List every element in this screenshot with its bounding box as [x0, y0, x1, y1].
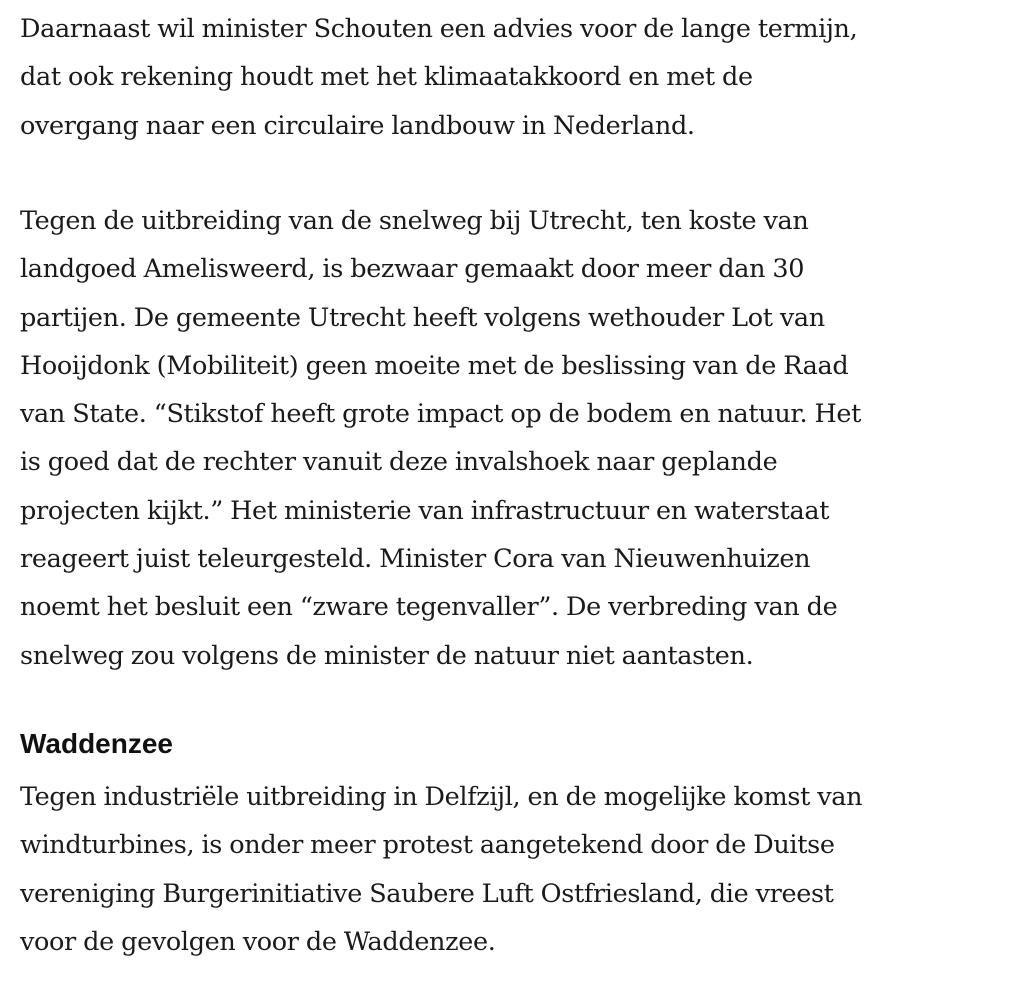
text-line: vereniging Burgerinitiative Saubere Luft Ostfriesland, die vreest [20, 878, 834, 909]
text-line: Daarnaast wil minister Schouten een advies voor de lange termijn, [20, 14, 858, 44]
paragraph-utrecht-highway [20, 197, 861, 680]
text-line: is goed dat de rechter vanuit deze invalshoek naar geplande [20, 447, 778, 478]
text-line: Tegen de uitbreiding van de snelweg bij Utrecht, ten koste van [20, 206, 809, 236]
text-line: van State. “Stikstof heeft grote impact op de bodem en natuur. Het [20, 399, 861, 430]
text-line: overgang naar een circulaire landbouw in Nederland. [20, 110, 695, 141]
text-line: Tegen industriële uitbreiding in Delfzijl, en de mogelijke komst van [20, 782, 863, 812]
text-line: landgoed Amelisweerd, is bezwaar gemaakt door meer dan 30 [20, 254, 805, 285]
text-line: projecten kijkt.” Het ministerie van infrastructuur en waterstaat [20, 495, 830, 526]
text-line: voor de gevolgen voor de Waddenzee. [20, 926, 496, 957]
text-line: reageert juist teleurgesteld. Minister Cora van Nieuwenhuizen [20, 544, 811, 575]
paragraph-waddenzee [20, 773, 862, 966]
text-line: Hooijdonk (Mobiliteit) geen moeite met de beslissing van de Raad [20, 350, 849, 381]
text-line: partijen. De gemeente Utrecht heeft volgens wethouder Lot van [20, 302, 825, 333]
section-heading-waddenzee: Waddenzee [20, 728, 173, 759]
text-line: noemt het besluit een “zware tegenvaller”. De verbreding van de [20, 592, 838, 623]
text-line: dat ook rekening houdt met het klimaatakkoord en met de [20, 62, 753, 93]
text-line: windturbines, is onder meer protest aangetekend door de Duitse [20, 830, 835, 861]
text-line: snelweg zou volgens de minister de natuur niet aantasten. [20, 640, 754, 671]
paragraph-schouten-advice [20, 5, 857, 150]
